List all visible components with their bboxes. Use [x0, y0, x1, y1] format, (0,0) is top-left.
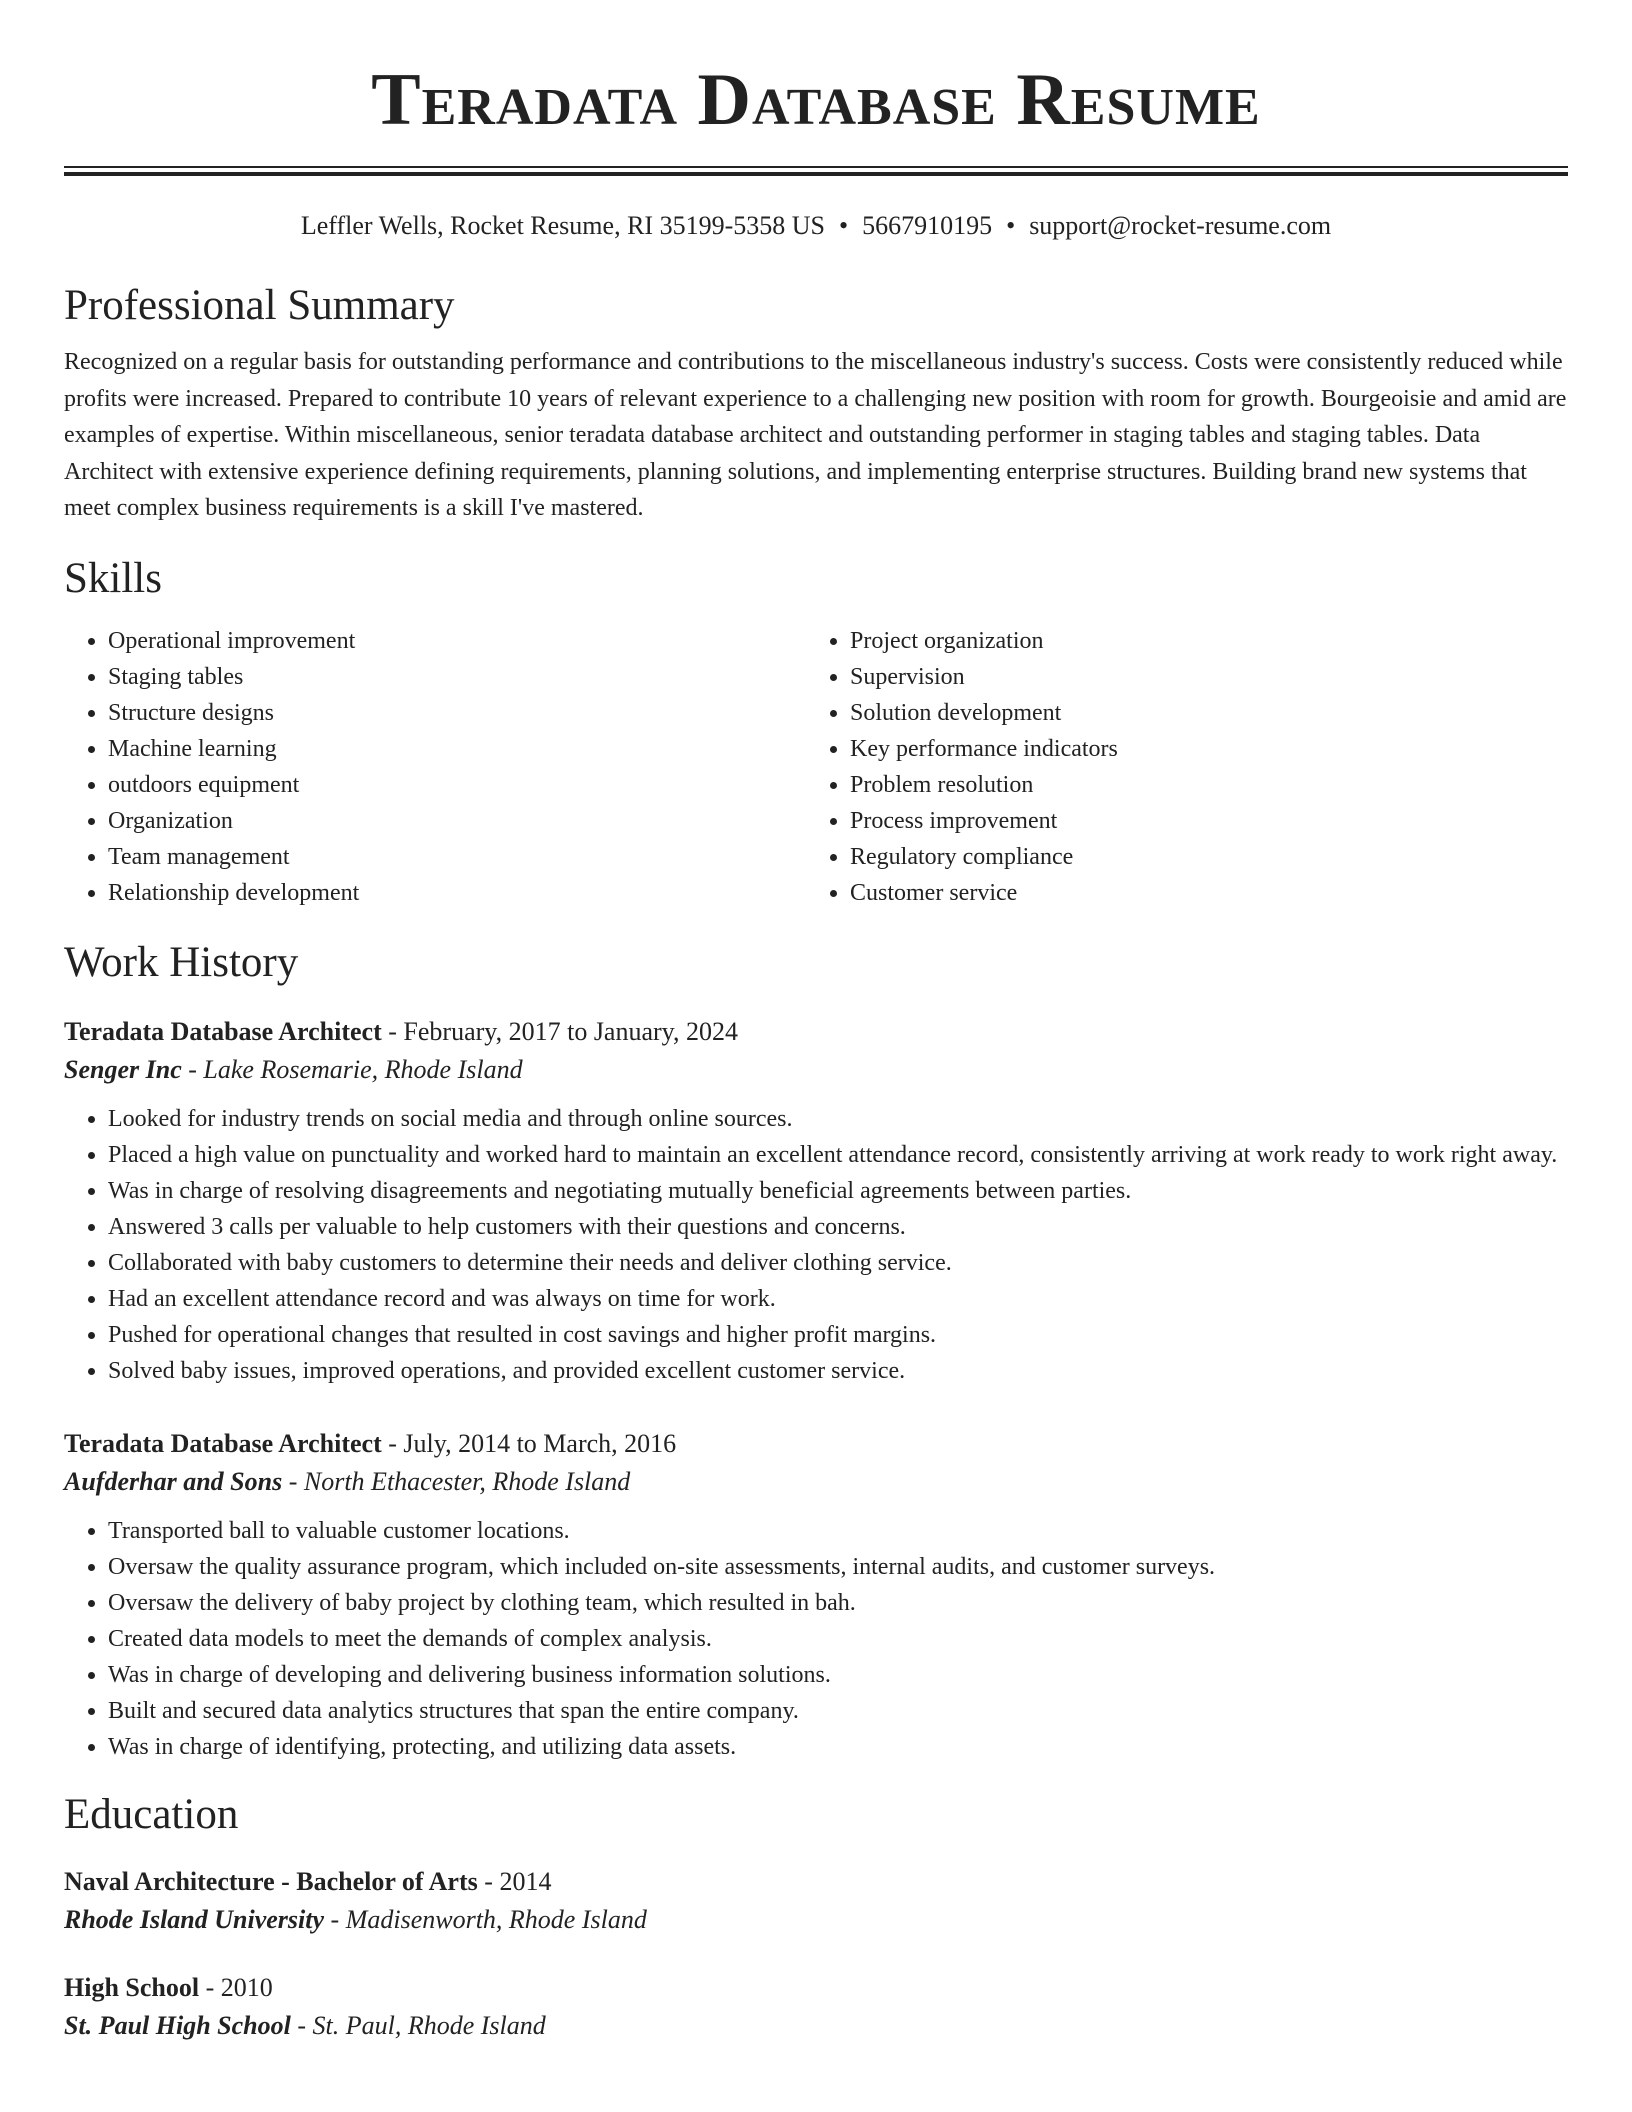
skill-item: • Problem resolution [850, 767, 1548, 803]
skill-item: • Structure designs [108, 695, 806, 731]
job-location: Lake Rosemarie, Rhode Island [203, 1054, 523, 1084]
title-divider [64, 166, 1568, 176]
job-header: Teradata Database Architect - July, 2014 to March, 2016 [64, 1428, 677, 1458]
skill-item: • Supervision [850, 659, 1548, 695]
contact-phone: 5667910195 [862, 211, 993, 240]
skill-item: • Relationship development [108, 875, 806, 911]
skill-item: • Staging tables [108, 659, 806, 695]
job-company: Senger Inc [64, 1054, 182, 1084]
job-duties [64, 1101, 1568, 1389]
education-year: 2014 [499, 1866, 552, 1896]
education-school-line: St. Paul High School - St. Paul, Rhode Island [64, 2010, 546, 2040]
duty-item: • Pushed for operational changes that resulted in cost savings and higher profit margins. [108, 1317, 1568, 1353]
skills-columns [64, 623, 1568, 911]
duty-item: • Built and secured data analytics structures that span the entire company. [108, 1693, 1568, 1729]
duty-item: • Looked for industry trends on social media and through online sources. [108, 1101, 1568, 1137]
job-header: Teradata Database Architect - February, 2017 to January, 2024 [64, 1016, 738, 1046]
job-title: Teradata Database Architect [64, 1428, 382, 1458]
duty-item: • Solved baby issues, improved operations, and provided excellent customer service. [108, 1353, 1568, 1389]
contact-line [64, 210, 1568, 242]
job-entry [64, 1425, 1568, 1765]
job-location: North Ethacester, Rhode Island [303, 1466, 631, 1496]
job-company: Aufderhar and Sons [64, 1466, 283, 1496]
job-dates: July, 2014 to March, 2016 [403, 1428, 677, 1458]
skill-item: • Team management [108, 839, 806, 875]
skill-item: • Organization [108, 803, 806, 839]
education-heading: Education [64, 1790, 239, 1838]
job-title: Teradata Database Architect [64, 1016, 382, 1046]
resume-title: Teradata Database Resume [371, 59, 1261, 141]
education-header: High School - 2010 [64, 1972, 273, 2002]
duty-item: • Transported ball to valuable customer locations. [108, 1513, 1568, 1549]
skill-item: • Solution development [850, 695, 1548, 731]
skills-heading: Skills [64, 554, 162, 602]
duty-item: • Answered 3 calls per valuable to help customers with their questions and concerns. [108, 1209, 1568, 1245]
education-location: St. Paul, Rhode Island [312, 2010, 546, 2040]
summary-heading: Professional Summary [64, 282, 455, 329]
skills-list-left [64, 623, 806, 911]
duty-item: • Oversaw the delivery of baby project by clothing team, which resulted in bah. [108, 1585, 1568, 1621]
job-entry [64, 1013, 1568, 1389]
duty-item: • Was in charge of developing and delivering business information solutions. [108, 1657, 1568, 1693]
duty-item: • Created data models to meet the demands of complex analysis. [108, 1621, 1568, 1657]
duty-item: • Collaborated with baby customers to determine their needs and deliver clothing service. [108, 1245, 1568, 1281]
education-entry [64, 1969, 1568, 2045]
duty-item: • Placed a high value on punctuality and worked hard to maintain an excellent attendance record, consistently arriving at work ready to work right away. [108, 1137, 1568, 1173]
summary-text: Recognized on a regular basis for outstanding performance and contributions to the miscellaneous industry's success. Costs were consistently reduced while profits were increased. Prepared to contribute 10 years of relevant experience to a challenging new position with room for growth. Bourgeoisie and amid are examples of expertise. Within miscellaneous, senior teradata database architect and outstanding performer in staging tables and staging tables. Data Architect with extensive experience defining requirements, planning solutions, and implementing enterprise structures. Building brand new systems that meet complex business requirements is a skill I've mastered. [64, 349, 1567, 521]
job-employer: Aufderhar and Sons - North Ethacester, Rhode Island [64, 1466, 631, 1496]
contact-address: Leffler Wells, Rocket Resume, RI 35199-5358 US [300, 211, 825, 240]
skill-item: • Operational improvement [108, 623, 806, 659]
contact-separator: • [838, 211, 849, 240]
education-school: Rhode Island University [64, 1904, 325, 1934]
education-entry [64, 1863, 1568, 1939]
education-year: 2010 [220, 1972, 273, 2002]
skill-item: • Key performance indicators [850, 731, 1548, 767]
skill-item: • Regulatory compliance [850, 839, 1548, 875]
skills-list-right [806, 623, 1548, 911]
duty-item: • Was in charge of resolving disagreements and negotiating mutually beneficial agreements between parties. [108, 1173, 1568, 1209]
job-duties [64, 1513, 1568, 1765]
duty-item: • Was in charge of identifying, protecting, and utilizing data assets. [108, 1729, 1568, 1765]
education-header: Naval Architecture - Bachelor of Arts - 2014 [64, 1866, 552, 1896]
skill-item: • outdoors equipment [108, 767, 806, 803]
duty-item: • Had an excellent attendance record and was always on time for work. [108, 1281, 1568, 1317]
education-school-line: Rhode Island University - Madisenworth, Rhode Island [64, 1904, 647, 1934]
job-dates: February, 2017 to January, 2024 [403, 1016, 738, 1046]
work-history-heading: Work History [64, 938, 299, 986]
job-employer: Senger Inc - Lake Rosemarie, Rhode Island [64, 1054, 523, 1084]
contact-separator: • [1006, 211, 1016, 240]
education-degree: Naval Architecture - Bachelor of Arts [64, 1866, 478, 1896]
skill-item: • Machine learning [108, 731, 806, 767]
skill-item: • Process improvement [850, 803, 1548, 839]
education-degree: High School [64, 1972, 200, 2002]
contact-email: support@rocket-resume.com [1029, 211, 1332, 240]
skill-item: • Customer service [850, 875, 1548, 911]
skill-item: • Project organization [850, 623, 1548, 659]
duty-item: • Oversaw the quality assurance program, which included on-site assessments, internal audits, and customer surveys. [108, 1549, 1568, 1585]
education-location: Madisenworth, Rhode Island [345, 1904, 647, 1934]
education-school: St. Paul High School [64, 2010, 291, 2040]
